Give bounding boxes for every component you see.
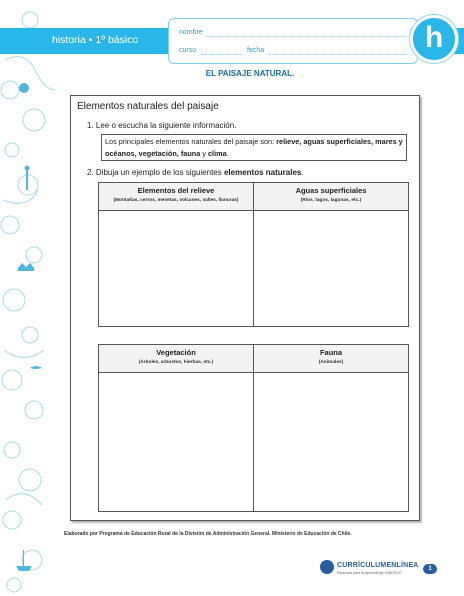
drawing-table-bottom	[98, 344, 409, 512]
water-header	[254, 183, 409, 211]
drawing-table-top	[98, 182, 409, 327]
info-climate: clima	[208, 149, 227, 158]
activity-heading: Elementos naturales del paisaje	[77, 101, 219, 112]
fauna-header	[254, 345, 409, 373]
vegetation-drawing-area[interactable]	[99, 373, 254, 512]
relief-header	[99, 183, 254, 211]
student-info-box	[168, 18, 418, 64]
curriculum-brand: CURRÍCULUMENLÍNEA	[337, 562, 419, 569]
info-elements: relieve, aguas superficiales, mares y océanos, vegetación, fauna	[105, 137, 403, 158]
vegetation-header	[99, 345, 254, 373]
course-label: curso	[179, 47, 197, 54]
info-end: .	[226, 149, 229, 158]
info-box	[101, 134, 407, 161]
decorative-border	[0, 0, 60, 596]
info-intro: Los principales elementos naturales del paisaje son:	[105, 137, 277, 146]
page-number: 1	[423, 564, 437, 574]
step-1: 1. Lee o escucha la siguiente información.	[87, 121, 237, 130]
subject-logo: h	[410, 15, 458, 63]
name-label: nombre	[179, 29, 203, 36]
vegetation-examples: (Árboles, arbustos, hierbas, etc.)	[138, 360, 214, 365]
page-title: EL PAISAJE NATURAL.	[205, 69, 295, 78]
subject-label: historia • 1º básico	[52, 34, 139, 46]
credit-note: Elaborado por Programa de Educación Rural de la División de Administración General. Ministerio de Educación de Chile.	[64, 531, 352, 537]
activity-box	[70, 95, 420, 521]
date-field[interactable]	[269, 54, 407, 55]
water-title: Aguas superficiales	[295, 186, 367, 195]
course-field[interactable]	[201, 54, 241, 55]
fauna-examples: (Animales)	[318, 360, 344, 365]
vegetation-title: Vegetación	[156, 348, 196, 357]
curriculum-tagline: Recursos para el aprendizaje MINEDUC	[337, 571, 402, 575]
relief-drawing-area[interactable]	[99, 211, 254, 327]
date-label: fecha	[247, 47, 265, 54]
step-2-bold: elementos naturales	[223, 168, 302, 177]
step-2-text: 2. Dibuja un ejemplo de los siguientes	[87, 168, 224, 177]
relief-title: Elementos del relieve	[137, 186, 215, 195]
relief-examples: (Montañas, cerros, mesetas, volcanes, valles, llanuras)	[113, 198, 239, 203]
step-2	[87, 168, 304, 177]
fauna-title: Fauna	[319, 348, 343, 357]
fauna-drawing-area[interactable]	[254, 373, 409, 512]
curriculum-logo-icon	[320, 560, 334, 574]
info-and: y	[200, 149, 208, 158]
name-field[interactable]	[207, 36, 407, 37]
water-drawing-area[interactable]	[254, 211, 409, 327]
water-examples: (Ríos, lagos, lagunas, etc.)	[300, 198, 362, 203]
step-2-end: .	[301, 168, 304, 177]
